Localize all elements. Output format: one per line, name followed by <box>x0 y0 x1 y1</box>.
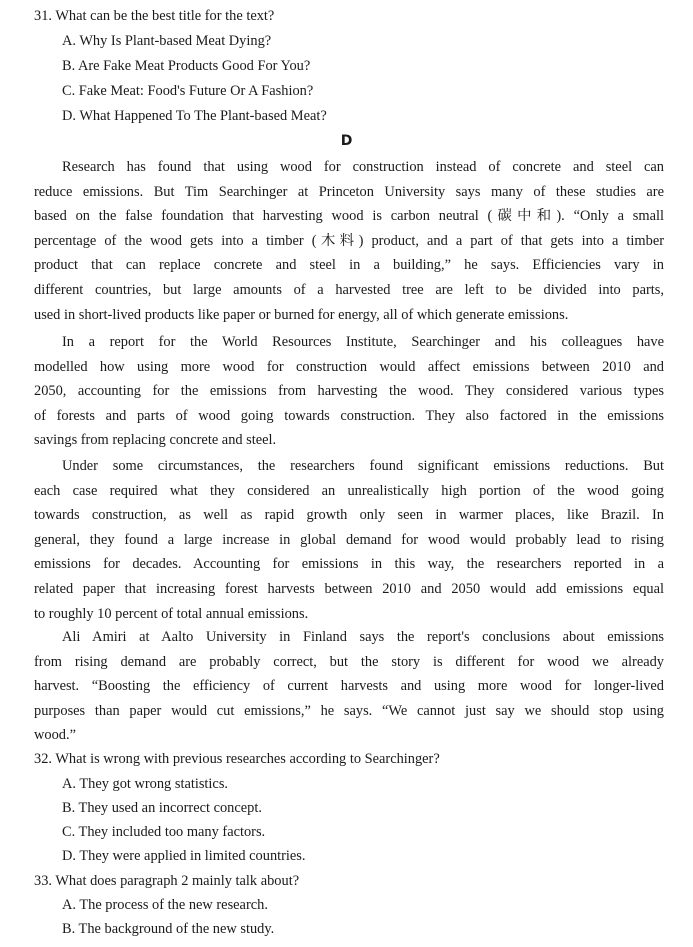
passage-line: Ali Amiri at Aalto University in Finland says the report's conclusions about emissions <box>62 629 664 645</box>
passage-line: 2050, accounting for the emissions from harvesting the wood. They considered various types <box>34 383 664 400</box>
question-33-stem: 33. What does paragraph 2 mainly talk about? <box>34 873 300 889</box>
passage-line: In a report for the World Resources Institute, Searchinger and his colleagues have <box>62 334 664 350</box>
passage-paragraph-4 <box>34 625 664 748</box>
passage-line: based on the false foundation that harvesting wood is carbon neutral (碳中和). “Only a small <box>34 208 664 225</box>
question-32-option-c: C. They included too many factors. <box>62 824 266 840</box>
passage-line: each case required what they considered an unrealistically high portion of the wood going <box>34 482 664 499</box>
passage-line: general, they found a large increase in global demand for wood would probably lead to rising <box>34 531 664 548</box>
section-heading: D <box>340 133 353 149</box>
question-33-option-a: A. The process of the new research. <box>62 897 268 913</box>
passage-paragraph-2 <box>34 330 664 453</box>
question-31-option-d: D. What Happened To The Plant-based Meat? <box>62 108 327 124</box>
question-33-option-b: B. The background of the new study. <box>62 921 275 937</box>
passage-line: related paper that increasing forest harvests between 2010 and 2050 would add emissions equal <box>34 580 664 597</box>
passage-line: different countries, but large amounts of a harvested tree are left to be divided into parts, <box>34 281 664 298</box>
passage-line: purposes than paper would cut emissions,” he says. “We cannot just say we should stop using <box>34 702 664 719</box>
question-31-option-b: B. Are Fake Meat Products Good For You? <box>62 58 311 74</box>
passage-line: modelled how using more wood for construction would affect emissions between 2010 and <box>34 358 664 375</box>
passage-line: product that can replace concrete and steel in a building,” he says. Efficiencies vary in <box>34 257 664 274</box>
passage-line: percentage of the wood gets into a timber (木料) product, and a part of that gets into a timber <box>34 232 664 249</box>
passage-line: reduce emissions. But Tim Searchinger at Princeton University says many of these studies are <box>34 183 664 200</box>
passage-line: Under some circumstances, the researchers found significant emissions reductions. But <box>62 458 664 474</box>
question-31-option-a: A. Why Is Plant-based Meat Dying? <box>62 33 272 49</box>
passage-line: harvest. “Boosting the efficiency of current harvests and using more wood for longer-lived <box>34 678 664 695</box>
question-31-stem: 31. What can be the best title for the text? <box>34 8 275 24</box>
question-32-stem: 32. What is wrong with previous researches according to Searchinger? <box>34 751 440 767</box>
passage-line: towards construction, as well as rapid growth only seen in warmer places, like Brazil. In <box>34 507 664 524</box>
passage-line: savings from replacing concrete and steel. <box>34 432 277 449</box>
question-31-option-c: C. Fake Meat: Food's Future Or A Fashion? <box>62 83 314 99</box>
passage-paragraph-1 <box>34 155 664 327</box>
passage-paragraph-3 <box>34 454 664 626</box>
passage-line: wood.” <box>34 727 76 744</box>
question-32-option-b: B. They used an incorrect concept. <box>62 800 262 816</box>
passage-line: of forests and parts of wood going towards construction. They also factored in the emissions <box>34 407 664 424</box>
passage-line: used in short-lived products like paper or burned for energy, all of which generate emissions. <box>34 306 569 323</box>
passage-line: Research has found that using wood for construction instead of concrete and steel can <box>62 159 664 175</box>
passage-line: from rising demand are probably correct, but the story is different for wood we already <box>34 653 664 670</box>
question-32-option-a: A. They got wrong statistics. <box>62 776 229 792</box>
question-32-option-d: D. They were applied in limited countries. <box>62 848 306 864</box>
passage-line: to roughly 10 percent of total annual emissions. <box>34 605 309 622</box>
passage-line: emissions for decades. Accounting for emissions in this way, the researchers reported in a <box>34 556 664 573</box>
